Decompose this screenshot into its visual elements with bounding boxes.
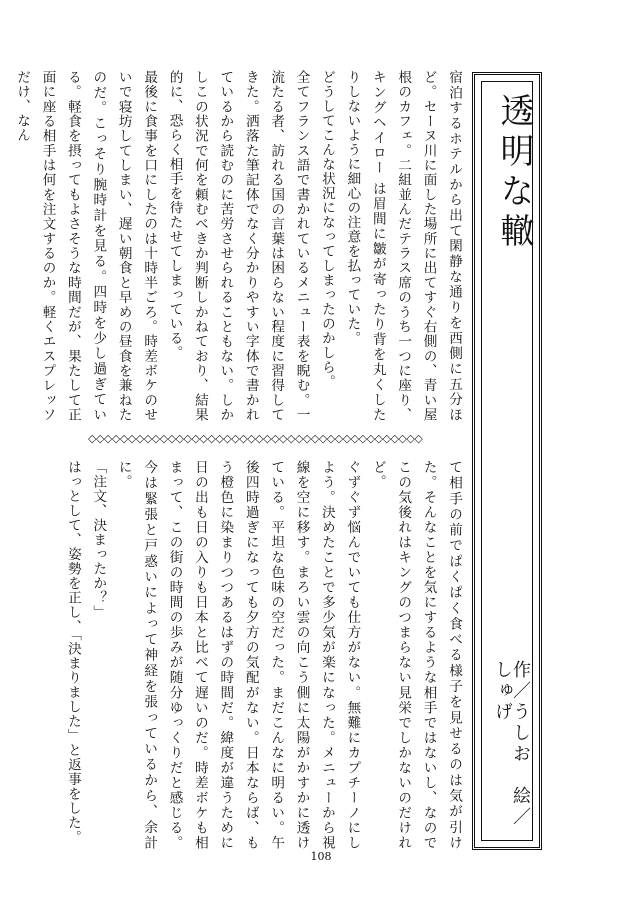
paragraph: 最後に食事を口にしたのは十時半ごろ。時差ボケのせいで寝坊してしまい、遅い朝食と早めの昼食を兼ねたのだ。こっそり腕時計を見る。四時を少し過ぎている。軽食を摂ってもよさそうな時間だが、果たして正面に座る相手は何を注文するのか。軽くエスプレッソだけ、なん	[14, 70, 158, 422]
diamond-divider: ◇◇◇◇◇◇◇◇◇◇◇◇◇◇◇◇◇◇◇◇◇◇◇◇◇◇◇◇◇◇◇◇◇◇◇◇◇◇◇◇◇◇	[88, 433, 423, 445]
paragraph: 宿泊するホテルから出て閑静な通りを西側に五分ほど。セーヌ川に面した場所に出てすぐ右側の、青い屋根のカフェ。二組並んだテラス席のうち一つに座り、キングヘイロー は眉間に皺が寄ったり背を丸くしたりしないように細心の注意を払っていた。	[344, 70, 462, 422]
paragraph: はっとして、姿勢を正し、「決まりました」と返事をした。	[64, 460, 81, 845]
paragraph: ぐずぐず悩んでいても仕方がない。無難にカプチーノにしよう。決めたことで多少気が楽になった。メニューから視線を空に移す。まろい雲の向こう側に太陽がかすかに透けている。平坦な色味の空だった。まだこんなに明るい。午後四時過ぎになっても夕方の気配がない。日本ならば、もう橙色に染まりつつあるはずの時間だ。緯度が違うために日の出も日の入りも日本と比べて遅いのだ。時差ボケも相まって、この街の時間の歩みが随分ゆっくりだと感じる。今は緊張と戸惑いによって神経を張っているから、余計に。	[115, 460, 361, 850]
text-block-upper	[14, 70, 466, 422]
paragraph: 「注文、決まったか？」	[90, 460, 107, 620]
text-block-lower	[64, 460, 466, 850]
title-box	[472, 72, 542, 850]
page-number: 108	[310, 850, 332, 863]
story-title: 透明な轍	[494, 93, 534, 253]
paragraph: て相手の前でぱくぱく食べる様子を見せるのは気が引けた。そんなことを気にするような相手ではないし、なのでこの気後れはキングのつまらない見栄でしかないのだけれど。	[369, 460, 462, 850]
author-illustrator-credit: 作／うしお 絵／しゅげ	[492, 660, 531, 828]
paragraph: どうしてこんな状況になってしまったのかしら。	[318, 70, 335, 389]
paragraph: 全てフランス語で書かれているメニュー表を睨む。一流たる者、訪れる国の言葉は困らない程度に習得してきた。洒落た筆記体でなく分かりやすい字体で書かれているから読むのに苦労させられることもない。しかしこの状況で何を頼むべきか判断しかねており、結果的に、恐らく相手を待たせてしまっている。	[166, 70, 310, 422]
